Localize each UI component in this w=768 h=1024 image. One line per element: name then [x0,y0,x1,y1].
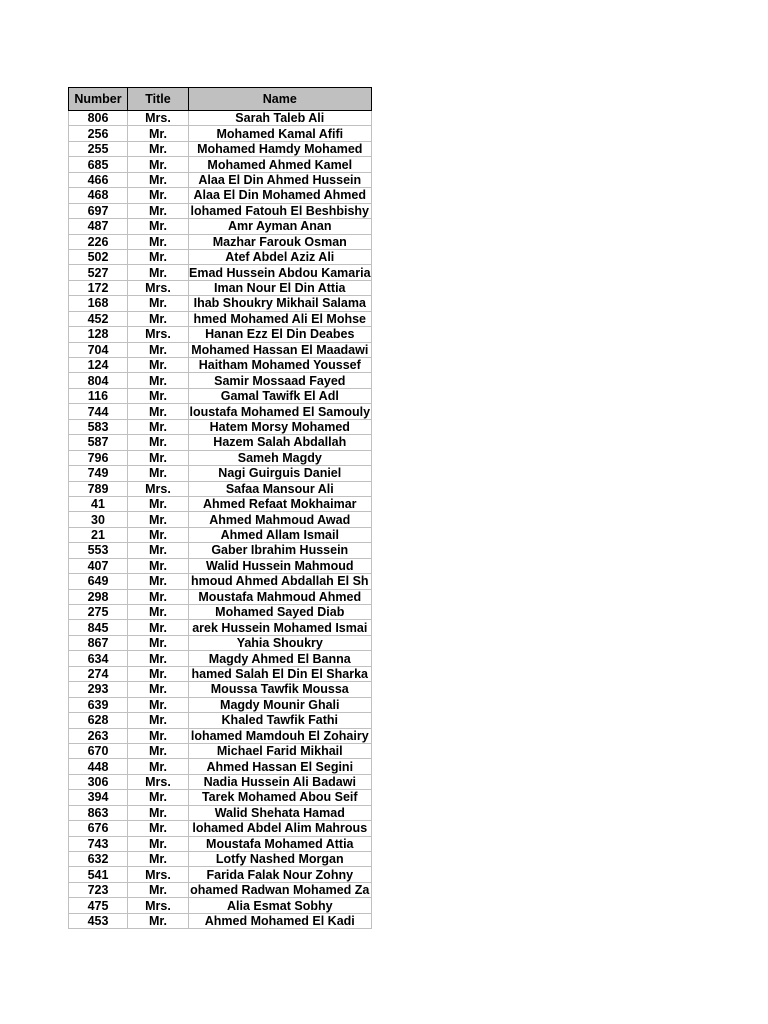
header-title[interactable]: Title [128,88,189,111]
cell-name[interactable]: Alaa El Din Mohamed Ahmed [189,188,372,203]
cell-name[interactable]: Mohamed Kamal Afifi [189,126,372,141]
cell-name[interactable]: Michael Farid Mikhail [189,743,372,758]
cell-title[interactable]: Mr. [128,419,189,434]
header-number[interactable]: Number [69,88,128,111]
cell-title[interactable]: Mr. [128,635,189,650]
cell-title[interactable]: Mr. [128,543,189,558]
cell-title[interactable]: Mr. [128,852,189,867]
cell-name[interactable]: Lotfy Nashed Morgan [189,852,372,867]
cell-number[interactable]: 475 [69,898,128,913]
table-row [69,388,372,403]
cell-number[interactable]: 407 [69,558,128,573]
cell-name[interactable]: Hanan Ezz El Din Deabes [189,327,372,342]
cell-number[interactable]: 583 [69,419,128,434]
table-row [69,126,372,141]
cell-title[interactable]: Mr. [128,172,189,187]
cell-name[interactable]: Mohamed Ahmed Kamel [189,157,372,172]
cell-number[interactable]: 628 [69,713,128,728]
table-row [69,743,372,758]
table-row [69,265,372,280]
cell-title[interactable]: Mr. [128,188,189,203]
cell-title[interactable]: Mr. [128,605,189,620]
table-row [69,898,372,913]
cell-name[interactable]: Hatem Morsy Mohamed [189,419,372,434]
cell-name[interactable]: Gaber Ibrahim Hussein [189,543,372,558]
cell-name[interactable]: Alaa El Din Ahmed Hussein [189,172,372,187]
table-row [69,805,372,820]
table-row [69,311,372,326]
table-row [69,358,372,373]
cell-number[interactable]: 448 [69,759,128,774]
cell-number[interactable]: 226 [69,234,128,249]
table-row [69,203,372,218]
cell-name[interactable]: loustafa Mohamed El Samouly [189,404,371,419]
cell-number[interactable]: 649 [69,574,128,589]
cell-name[interactable]: Mohamed Hamdy Mohamed [189,141,372,156]
table-row [69,759,372,774]
table-row [69,774,372,789]
cell-number[interactable]: 128 [69,327,128,342]
cell-number[interactable]: 723 [69,882,128,897]
cell-number[interactable]: 587 [69,435,128,450]
cell-title[interactable]: Mr. [128,296,189,311]
table-row [69,496,372,511]
cell-title[interactable]: Mr. [128,450,189,465]
cell-name[interactable]: Ahmed Mohamed El Kadi [189,913,372,928]
cell-number[interactable]: 394 [69,790,128,805]
cell-number[interactable]: 453 [69,913,128,928]
cell-number[interactable]: 676 [69,821,128,836]
cell-name[interactable]: Moussa Tawfik Moussa [189,682,372,697]
cell-name[interactable]: Nagi Guirguis Daniel [189,466,372,481]
cell-name[interactable]: hamed Salah El Din El Sharka [189,666,372,681]
cell-number[interactable]: 867 [69,635,128,650]
header-name[interactable]: Name [189,88,372,111]
cell-title[interactable]: Mr. [128,512,189,527]
cell-title[interactable]: Mr. [128,682,189,697]
cell-number[interactable]: 632 [69,852,128,867]
cell-number[interactable]: 639 [69,697,128,712]
cell-number[interactable]: 274 [69,666,128,681]
cell-number[interactable]: 30 [69,512,128,527]
cell-number[interactable]: 743 [69,836,128,851]
table-row [69,280,372,295]
cell-title[interactable]: Mrs. [128,111,189,126]
cell-name[interactable]: Samir Mossaad Fayed [189,373,372,388]
table-row [69,605,372,620]
cell-number[interactable]: 255 [69,141,128,156]
table-row [69,404,372,419]
table-row [69,666,372,681]
cell-title[interactable]: Mrs. [128,481,189,496]
table-row [69,481,372,496]
cell-title[interactable]: Mr. [128,527,189,542]
cell-title[interactable]: Mr. [128,219,189,234]
cell-name[interactable]: Haitham Mohamed Youssef [189,358,372,373]
cell-title[interactable]: Mr. [128,141,189,156]
cell-name[interactable]: hmed Mohamed Ali El Mohse [189,311,372,326]
table-row [69,574,372,589]
cell-title[interactable]: Mrs. [128,327,189,342]
table-row [69,821,372,836]
table-row [69,682,372,697]
cell-number[interactable]: 845 [69,620,128,635]
cell-number[interactable]: 116 [69,388,128,403]
table-row [69,728,372,743]
cell-number[interactable]: 502 [69,249,128,264]
cell-number[interactable]: 263 [69,728,128,743]
cell-number[interactable]: 487 [69,219,128,234]
cell-title[interactable]: Mr. [128,882,189,897]
table-row [69,157,372,172]
cell-title[interactable]: Mr. [128,342,189,357]
cell-number[interactable]: 21 [69,527,128,542]
cell-number[interactable]: 863 [69,805,128,820]
table-row [69,172,372,187]
table-row [69,620,372,635]
cell-name[interactable]: Moustafa Mahmoud Ahmed [189,589,372,604]
cell-title[interactable]: Mr. [128,249,189,264]
cell-number[interactable]: 697 [69,203,128,218]
table-row [69,141,372,156]
cell-title[interactable]: Mr. [128,821,189,836]
cell-name[interactable]: Sameh Magdy [189,450,372,465]
table-row [69,419,372,434]
cell-name[interactable]: Nadia Hussein Ali Badawi [189,774,372,789]
table-body [69,111,372,929]
cell-name[interactable]: Yahia Shoukry [189,635,372,650]
table-row [69,450,372,465]
cell-name[interactable]: Ahmed Hassan El Segini [189,759,372,774]
cell-name[interactable]: Mohamed Hassan El Maadawi [189,342,372,357]
cell-name[interactable]: Mazhar Farouk Osman [189,234,372,249]
cell-title[interactable]: Mr. [128,311,189,326]
table-row [69,713,372,728]
cell-name[interactable]: Walid Hussein Mahmoud [189,558,372,573]
cell-number[interactable]: 527 [69,265,128,280]
cell-name[interactable]: Ihab Shoukry Mikhail Salama [189,296,372,311]
cell-number[interactable]: 789 [69,481,128,496]
cell-name[interactable]: Farida Falak Nour Zohny [189,867,372,882]
cell-name[interactable]: Magdy Ahmed El Banna [189,651,372,666]
cell-name[interactable]: Moustafa Mohamed Attia [189,836,372,851]
table-row [69,836,372,851]
cell-name[interactable]: Hazem Salah Abdallah [189,435,372,450]
table-row [69,589,372,604]
cell-number[interactable]: 41 [69,496,128,511]
cell-name[interactable]: Mohamed Sayed Diab [189,605,372,620]
table-row [69,512,372,527]
cell-name[interactable]: Iman Nour El Din Attia [189,280,372,295]
table-row [69,111,372,126]
table-row [69,373,372,388]
cell-number[interactable]: 124 [69,358,128,373]
cell-title[interactable]: Mr. [128,743,189,758]
cell-title[interactable]: Mr. [128,713,189,728]
cell-title[interactable]: Mr. [128,759,189,774]
cell-title[interactable]: Mrs. [128,774,189,789]
cell-number[interactable]: 685 [69,157,128,172]
cell-number[interactable]: 452 [69,311,128,326]
table-row [69,558,372,573]
cell-number[interactable]: 275 [69,605,128,620]
table-row [69,327,372,342]
cell-title[interactable]: Mrs. [128,898,189,913]
cell-title[interactable]: Mr. [128,697,189,712]
table-row [69,651,372,666]
table-row [69,249,372,264]
header-row [69,88,372,111]
cell-number[interactable]: 306 [69,774,128,789]
cell-title[interactable]: Mr. [128,790,189,805]
cell-title[interactable]: Mr. [128,157,189,172]
cell-title[interactable]: Mr. [128,234,189,249]
cell-title[interactable]: Mr. [128,558,189,573]
cell-title[interactable]: Mr. [128,373,189,388]
table-row [69,296,372,311]
cell-number[interactable]: 749 [69,466,128,481]
cell-name[interactable]: Safaa Mansour Ali [189,481,372,496]
table-row [69,852,372,867]
cell-name[interactable]: arek Hussein Mohamed Ismai [189,620,372,635]
cell-title[interactable]: Mr. [128,836,189,851]
cell-name[interactable]: Khaled Tawfik Fathi [189,713,372,728]
cell-number[interactable]: 744 [69,404,128,419]
cell-name[interactable]: Amr Ayman Anan [189,219,372,234]
cell-number[interactable]: 172 [69,280,128,295]
cell-title[interactable]: Mr. [128,620,189,635]
table-row [69,234,372,249]
cell-title[interactable]: Mr. [128,404,189,419]
cell-number[interactable]: 804 [69,373,128,388]
table-row [69,219,372,234]
cell-name[interactable]: Ahmed Allam Ismail [189,527,372,542]
cell-title[interactable]: Mr. [128,358,189,373]
cell-number[interactable]: 796 [69,450,128,465]
cell-number[interactable]: 298 [69,589,128,604]
cell-title[interactable]: Mr. [128,435,189,450]
cell-name[interactable]: lohamed Mamdouh El Zohairy [189,728,372,743]
cell-name[interactable]: Walid Shehata Hamad [189,805,372,820]
cell-title[interactable]: Mr. [128,265,189,280]
cell-title[interactable]: Mr. [128,589,189,604]
cell-number[interactable]: 293 [69,682,128,697]
cell-name[interactable]: Magdy Mounir Ghali [189,697,372,712]
table-row [69,342,372,357]
cell-number[interactable]: 168 [69,296,128,311]
cell-number[interactable]: 256 [69,126,128,141]
cell-name[interactable]: ohamed Radwan Mohamed Za [190,883,370,898]
cell-number[interactable]: 468 [69,188,128,203]
cell-number[interactable]: 670 [69,743,128,758]
cell-number[interactable]: 541 [69,867,128,882]
cell-title[interactable]: Mrs. [128,867,189,882]
cell-name[interactable]: Alia Esmat Sobhy [189,898,372,913]
cell-name[interactable]: Tarek Mohamed Abou Seif [189,790,372,805]
names-table [68,87,372,929]
table-row [69,697,372,712]
cell-number[interactable]: 806 [69,111,128,126]
cell-name[interactable]: lohamed Abdel Alim Mahrous [189,821,372,836]
cell-name[interactable]: Sarah Taleb Ali [189,111,372,126]
cell-title[interactable]: Mr. [128,805,189,820]
cell-name[interactable]: Ahmed Refaat Mokhaimar [189,496,372,511]
cell-title[interactable]: Mr. [128,666,189,681]
cell-name[interactable]: hmoud Ahmed Abdallah El Sh [189,574,372,589]
cell-number[interactable]: 466 [69,172,128,187]
table-row [69,882,372,897]
table-row [69,913,372,928]
cell-name[interactable]: lohamed Fatouh El Beshbishy [189,203,372,218]
cell-title[interactable]: Mr. [128,728,189,743]
cell-name[interactable]: Atef Abdel Aziz Ali [189,249,372,264]
table-row [69,527,372,542]
cell-number[interactable]: 704 [69,342,128,357]
cell-title[interactable]: Mr. [128,126,189,141]
cell-name[interactable]: Ahmed Mahmoud Awad [189,512,372,527]
cell-number[interactable]: 553 [69,543,128,558]
cell-title[interactable]: Mr. [128,496,189,511]
cell-title[interactable]: Mr. [128,466,189,481]
cell-title[interactable]: Mr. [128,651,189,666]
cell-title[interactable]: Mr. [128,574,189,589]
cell-title[interactable]: Mr. [128,913,189,928]
table-row [69,435,372,450]
cell-number[interactable]: 634 [69,651,128,666]
cell-title[interactable]: Mrs. [128,280,189,295]
cell-title[interactable]: Mr. [128,388,189,403]
cell-name[interactable]: Emad Hussein Abdou Kamaria [189,265,371,280]
table-row [69,543,372,558]
table-row [69,867,372,882]
table-row [69,466,372,481]
table-row [69,188,372,203]
table-row [69,635,372,650]
table-row [69,790,372,805]
cell-name[interactable]: Gamal Tawifk El Adl [189,388,372,403]
cell-title[interactable]: Mr. [128,203,189,218]
